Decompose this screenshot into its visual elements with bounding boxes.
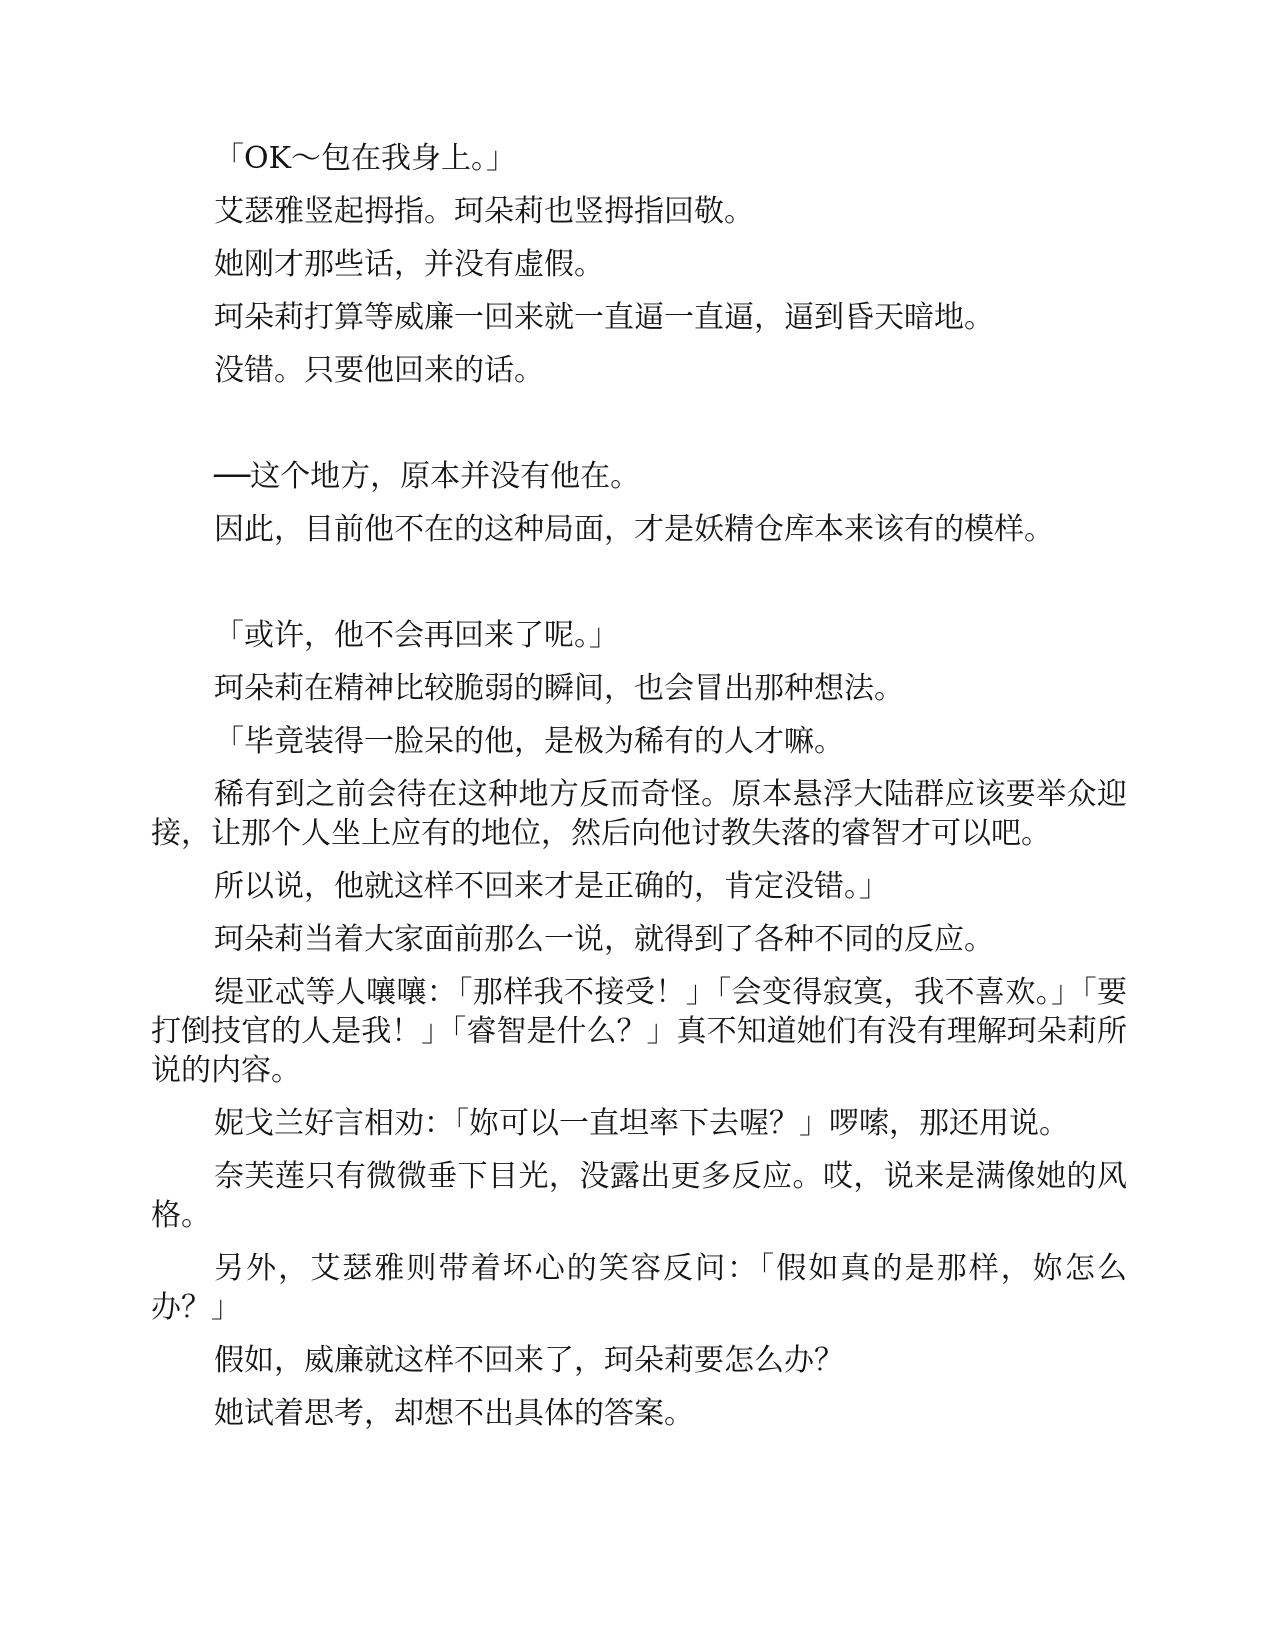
paragraph-9: 珂朵莉在精神比较脆弱的瞬间，也会冒出那种想法。 <box>214 671 904 706</box>
paragraph-1: 「OK～包在我身上。」 <box>214 141 517 176</box>
paragraph-2: 艾瑟雅竖起拇指。珂朵莉也竖拇指回敬。 <box>214 194 754 229</box>
paragraph-17: 另外，艾瑟雅则带着坏心的笑容反问：「假如真的是那样，妳怎么办？」 <box>151 1251 1127 1325</box>
paragraph-19: 她试着思考，却想不出具体的答案。 <box>214 1396 694 1431</box>
paragraph-6: ──这个地方，原本并没有他在。 <box>214 459 641 494</box>
paragraph-15: 妮戈兰好言相劝：「妳可以一直坦率下去喔？」啰嗦，那还用说。 <box>214 1106 1069 1141</box>
document-page <box>151 139 1127 1447</box>
paragraph-11: 稀有到之前会待在这种地方反而奇怪。原本悬浮大陆群应该要举众迎接，让那个人坐上应有的地位，然后向他讨教失落的睿智才可以吧。 <box>151 777 1127 851</box>
paragraph-4: 珂朵莉打算等威廉一回来就一直逼一直逼，逼到昏天暗地。 <box>214 300 994 335</box>
paragraph-14: 缇亚忒等人嚷嚷：「那样我不接受！」「会变得寂寞，我不喜欢。」「要打倒技官的人是我！」「睿智是什么？」真不知道她们有没有理解珂朵莉所说的内容。 <box>151 975 1127 1088</box>
section-gap <box>151 563 1127 616</box>
paragraph-10: 「毕竟装得一脸呆的他，是极为稀有的人才嘛。 <box>214 724 844 759</box>
paragraph-18: 假如，威廉就这样不回来了，珂朵莉要怎么办？ <box>214 1343 844 1378</box>
section-gap <box>151 404 1127 457</box>
paragraph-13: 珂朵莉当着大家面前那么一说，就得到了各种不同的反应。 <box>214 922 994 957</box>
paragraph-7: 因此，目前他不在的这种局面，才是妖精仓库本来该有的模样。 <box>214 512 1054 547</box>
paragraph-12: 所以说，他就这样不回来才是正确的，肯定没错。」 <box>214 869 889 904</box>
paragraph-16: 奈芙莲只有微微垂下目光，没露出更多反应。哎，说来是满像她的风格。 <box>151 1159 1127 1233</box>
paragraph-5: 没错。只要他回来的话。 <box>214 353 544 388</box>
paragraph-3: 她刚才那些话，并没有虚假。 <box>214 247 604 282</box>
paragraph-8: 「或许，他不会再回来了呢。」 <box>214 618 619 653</box>
